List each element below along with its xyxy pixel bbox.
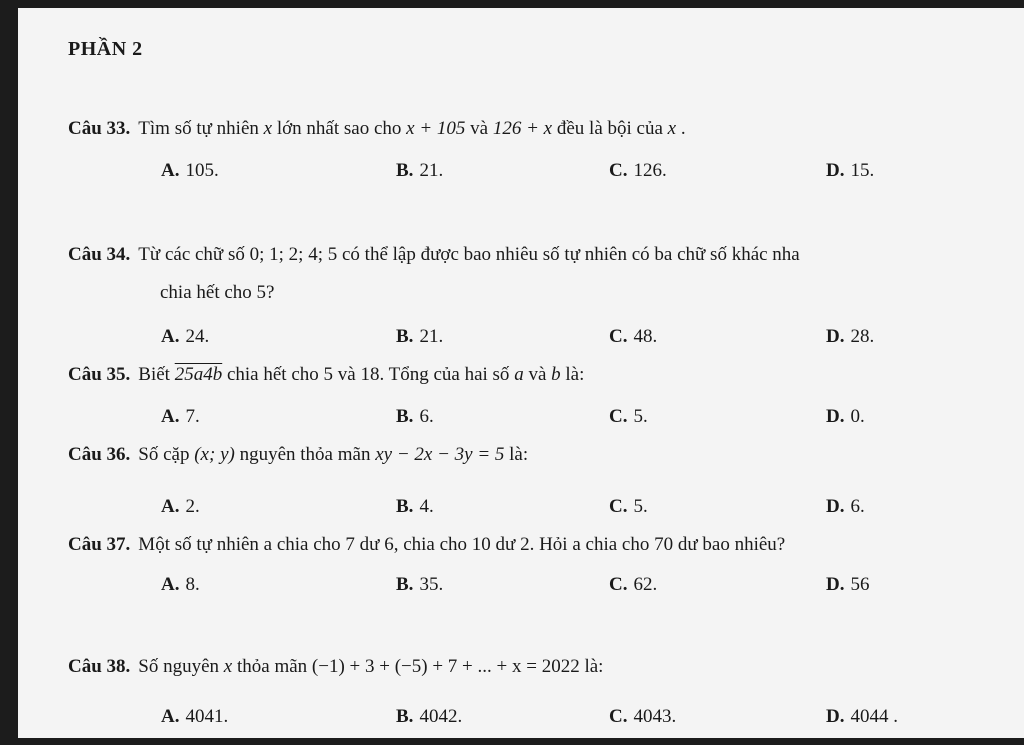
question-35: Câu 35. Biết 25a4b chia hết cho 5 và 18. Tổng của hai số a và b là: xyxy=(68,364,585,385)
question-number: Câu 36. xyxy=(68,444,131,465)
option-c: C. 62. xyxy=(609,574,658,595)
question-number: Câu 33. xyxy=(68,118,131,139)
option-d: D. 4044 . xyxy=(826,706,898,727)
document-page xyxy=(18,8,1024,738)
option-a: A. 4041. xyxy=(161,706,229,727)
question-number: Câu 38. xyxy=(68,656,131,677)
option-b: B. 4042. xyxy=(396,706,463,727)
option-c: C. 4043. xyxy=(609,706,677,727)
option-b: B. 4. xyxy=(396,496,434,517)
option-d: D. 15. xyxy=(826,160,875,181)
option-c: C. 5. xyxy=(609,496,648,517)
option-a: A. 105. xyxy=(161,160,219,181)
option-d: D. 0. xyxy=(826,406,865,427)
option-d: D. 28. xyxy=(826,326,875,347)
question-36: Câu 36. Số cặp (x; y) nguyên thỏa mãn xy − 2x − 3y = 5 là: xyxy=(68,444,529,465)
option-d: D. 56 xyxy=(826,574,870,595)
option-c: C. 5. xyxy=(609,406,648,427)
option-c: C. 126. xyxy=(609,160,667,181)
option-c: C. 48. xyxy=(609,326,658,347)
question-number: Câu 37. xyxy=(68,534,131,555)
question-38: Câu 38. Số nguyên x thỏa mãn (−1) + 3 + (−5) + 7 + ... + x = 2022 là: xyxy=(68,656,604,677)
question-34-line2: chia hết cho 5? xyxy=(160,282,275,303)
question-number: Câu 34. xyxy=(68,244,131,265)
option-b: B. 35. xyxy=(396,574,444,595)
option-a: A. 2. xyxy=(161,496,200,517)
question-number: Câu 35. xyxy=(68,364,131,385)
option-b: B. 21. xyxy=(396,160,444,181)
option-a: A. 24. xyxy=(161,326,210,347)
option-b: B. 6. xyxy=(396,406,434,427)
option-d: D. 6. xyxy=(826,496,865,517)
section-title: PHẦN 2 xyxy=(68,38,143,60)
question-34: Câu 34. Từ các chữ số 0; 1; 2; 4; 5 có thể lập được bao nhiêu số tự nhiên có ba chữ số khác nha xyxy=(68,244,800,265)
option-b: B. 21. xyxy=(396,326,444,347)
option-a: A. 8. xyxy=(161,574,200,595)
question-33: Câu 33. Tìm số tự nhiên x lớn nhất sao cho x + 105 và 126 + x đều là bội của x . xyxy=(68,118,686,139)
question-37: Câu 37. Một số tự nhiên a chia cho 7 dư 6, chia cho 10 dư 2. Hỏi a chia cho 70 dư bao nhiêu? xyxy=(68,534,786,555)
option-a: A. 7. xyxy=(161,406,200,427)
